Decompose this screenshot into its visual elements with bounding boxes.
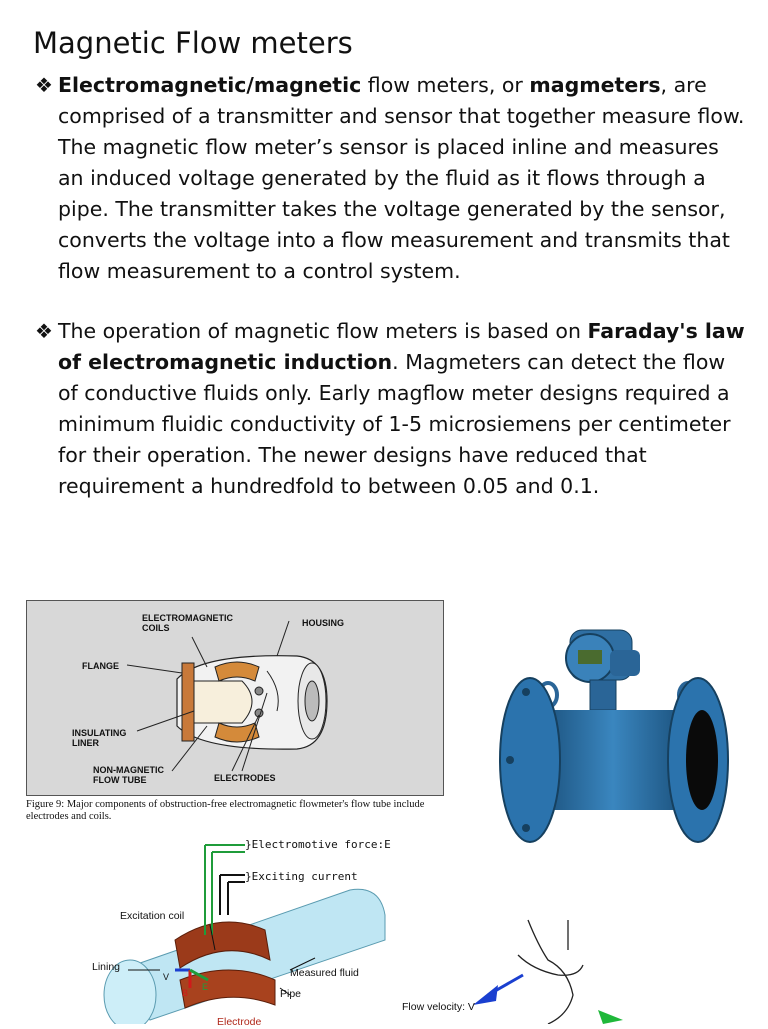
slide-title: Magnetic Flow meters [33, 26, 353, 60]
right-hand-rule-diagram [398, 915, 638, 1024]
bullet-diamond-icon: ❖ [35, 73, 53, 97]
coil-label: Excitation coil [120, 910, 185, 922]
label-flange: FLANGE [82, 661, 119, 671]
emf-label: }Electromotive force:E [245, 838, 391, 851]
bold-term: magmeters [529, 73, 661, 97]
text-run: . Magmeters can detect the flow of conductive fluids only. Early magflow meter designs required a minimum fluidic conductivity of 1-5 microsiemens per centimeter for their operation. The newer designs have reduced that requirement a hundredfold to between 0.05 and 0.1. [58, 350, 731, 498]
bullet-faraday [35, 316, 750, 502]
text-run: flow meters, or [361, 73, 530, 97]
fluid-label: Measured fluid [290, 967, 359, 979]
electrode-label: Electrode [217, 1016, 262, 1028]
text-run: The operation of magnetic flow meters is based on [58, 319, 588, 343]
current-label: }Exciting current [245, 870, 358, 883]
magmeter-photo [490, 600, 752, 880]
flow-tube-figure [26, 600, 444, 796]
v-symbol: V [163, 972, 170, 982]
bullet-diamond-icon: ❖ [35, 319, 53, 343]
bold-term: Electromagnetic/magnetic [58, 73, 362, 97]
bold-term: Faraday's law of electromagnetic induction [58, 319, 745, 374]
label-coils: ELECTROMAGNETIC COILS [142, 613, 233, 633]
e-symbol: E [202, 982, 209, 992]
lining-label: Lining [92, 961, 121, 973]
label-housing: HOUSING [302, 618, 345, 628]
bullet-text [58, 316, 750, 502]
text-run: , are comprised of a transmitter and sensor that together measure flow. The magnetic flow meter’s sensor is placed inline and measures an induced voltage generated by the fluid as it flows through a pipe. The transmitter takes the voltage generated by the sensor, converts the voltage into a flow measurement and transmits that flow measurement to a control system. [58, 73, 745, 283]
label-electrodes: ELECTRODES [214, 773, 276, 783]
velocity-label: Flow velocity: V [402, 1001, 475, 1013]
figure-caption: Figure 9: Major components of obstruction-free electromagnetic flowmeter's flow tube include electrodes and coils. [26, 799, 425, 822]
b-symbol: B [182, 988, 189, 998]
pipe-label: Pipe [280, 988, 302, 1000]
bullet-text [58, 70, 750, 287]
label-liner: INSULATING LINER [72, 728, 127, 748]
bullet-magmeters [35, 70, 750, 287]
label-tube: NON-MAGNETIC FLOW TUBE [93, 765, 164, 785]
